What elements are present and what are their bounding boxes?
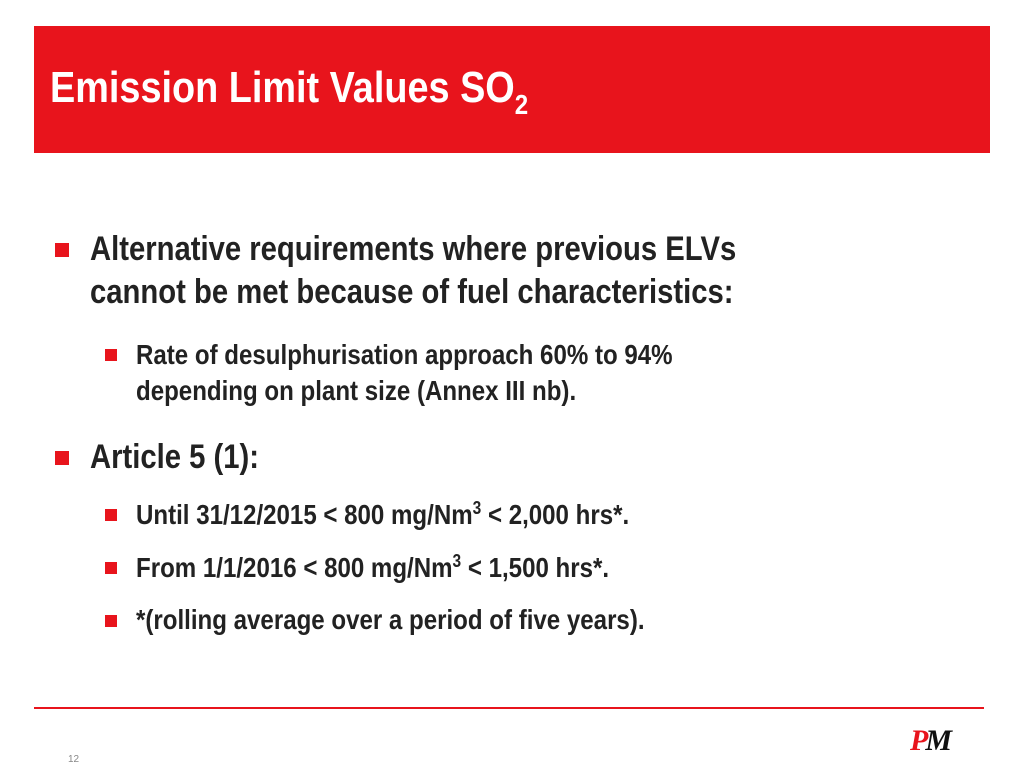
sub-bullet-text: < 1,500 hrs*.: [461, 552, 610, 583]
superscript: 3: [452, 551, 462, 571]
sub-bullet-marker: [105, 509, 117, 521]
bullet-item: [90, 228, 864, 314]
bullet-text-line: Article 5 (1):: [90, 438, 259, 476]
sub-bullet-text-line: Rate of desulphurisation approach 60% to 94%: [136, 339, 673, 370]
company-logo: [910, 724, 982, 757]
title-text: Emission Limit Values SO: [50, 63, 515, 112]
sub-bullet-item: [136, 337, 841, 409]
superscript: 3: [472, 498, 482, 518]
title-subscript: 2: [514, 89, 529, 120]
sub-bullet-item: [136, 550, 841, 586]
page-number: 12: [68, 754, 80, 765]
bullet-item: [90, 436, 864, 479]
bullet-marker: [55, 243, 69, 257]
sub-bullet-text: *(rolling average over a period of five years).: [136, 604, 645, 635]
bullet-text-line: Alternative requirements where previous ELVs: [90, 230, 737, 268]
sub-bullet-marker: [105, 615, 117, 627]
footer-divider: [34, 707, 984, 709]
bullet-text-line: cannot be met because of fuel characteristics:: [90, 273, 734, 311]
sub-bullet-marker: [105, 562, 117, 574]
sub-bullet-marker: [105, 349, 117, 361]
sub-bullet-text: From 1/1/2016 < 800 mg/Nm: [136, 552, 453, 583]
sub-bullet-text-line: depending on plant size (Annex III nb).: [136, 375, 577, 406]
sub-bullet-text: Until 31/12/2015 < 800 mg/Nm: [136, 499, 473, 530]
bullet-marker: [55, 451, 69, 465]
sub-bullet-item: [136, 497, 841, 533]
sub-bullet-item: [136, 602, 841, 638]
logo-letter-p: P: [910, 724, 926, 757]
logo-letter-m: M: [925, 724, 950, 757]
sub-bullet-text: < 2,000 hrs*.: [481, 499, 630, 530]
